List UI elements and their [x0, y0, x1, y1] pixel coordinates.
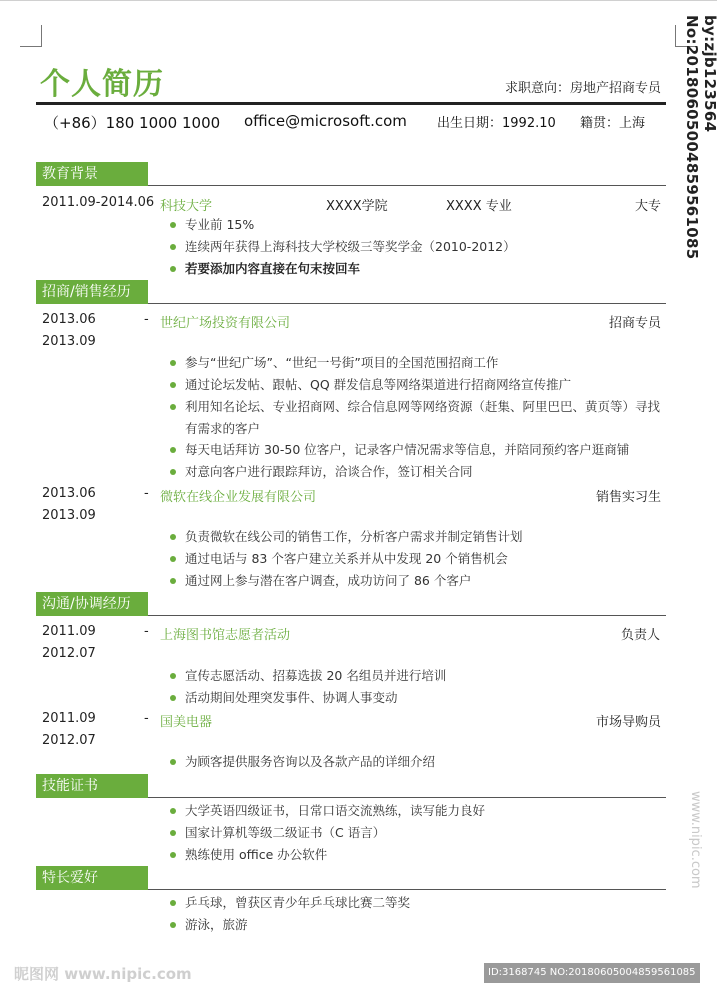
- list-item: 通过网上参与潜在客户调查，成功访问了 86 个客户: [168, 570, 678, 592]
- footer-id-banner: ID:3168745 NO:20180605004859561085: [484, 963, 700, 983]
- section-rule: [148, 303, 666, 304]
- job-row: [42, 711, 664, 731]
- job-start-date: 2011.09: [42, 711, 96, 726]
- native-place: 籍贯：上海: [580, 116, 646, 131]
- job-end-date: 2013.09: [42, 508, 96, 523]
- phone-number: （+86）180 1000 1000: [44, 114, 221, 132]
- school-name: 科技大学: [160, 199, 213, 214]
- job-role: 招商专员: [609, 316, 662, 331]
- list-item: 宣传志愿活动、招募选拔 20 名组员并进行培训: [168, 665, 678, 687]
- list-item-continuation: 有需求的客户: [185, 421, 261, 436]
- list-item: 熟练使用 office 办公软件: [168, 844, 678, 866]
- header-rule: [36, 102, 666, 105]
- section-rule: [148, 797, 666, 798]
- section-title: 技能证书: [36, 774, 148, 798]
- job-start-date: 2013.06: [42, 486, 96, 501]
- hobbies-list: [168, 892, 678, 936]
- section-title: 特长爱好: [36, 866, 148, 890]
- list-item: 若要添加内容直接在句末按回车: [168, 258, 678, 280]
- company-name: 上海图书馆志愿者活动: [160, 628, 291, 643]
- list-item: 国家计算机等级二级证书（C 语言）: [168, 822, 678, 844]
- site-watermark: www.nipic.com: [688, 791, 703, 889]
- section-title: 沟通/协调经历: [36, 592, 148, 616]
- list-item: 游泳，旅游: [168, 914, 678, 936]
- job-duties-list: [168, 751, 678, 773]
- degree: 大专: [635, 199, 662, 214]
- job-end-date: 2012.07: [42, 733, 96, 748]
- job-duties-list: [168, 439, 678, 483]
- list-item: 负责微软在线公司的销售工作，分析客户需求并制定销售计划: [168, 526, 678, 548]
- side-watermark-text: by:zjb123564 No:20180605004859561085: [683, 15, 719, 260]
- page-corner-mark-left: [20, 25, 42, 47]
- job-row: [42, 624, 664, 644]
- list-item: 每天电话拜访 30-50 位客户，记录客户情况需求等信息，并陪同预约客户逛商铺: [168, 439, 678, 461]
- education-date: 2011.09-2014.06: [42, 195, 155, 210]
- birth-date: 出生日期：1992.10: [437, 116, 556, 131]
- company-name: 微软在线企业发展有限公司: [160, 490, 317, 505]
- date-dash: -: [144, 486, 149, 501]
- education-list: [168, 214, 678, 280]
- list-item: 连续两年获得上海科技大学校级三等奖学金（2010-2012）: [168, 236, 678, 258]
- footer-watermark-logo: 昵图网 www.nipic.com: [14, 965, 192, 983]
- job-end-date: 2012.07: [42, 646, 96, 661]
- college-name: XXXX学院: [326, 199, 388, 214]
- list-item: 参与“世纪广场”、“世纪一号街”项目的全国范围招商工作: [168, 352, 678, 374]
- section-rule: [148, 615, 666, 616]
- list-item: 通过电话与 83 个客户建立关系并从中发现 20 个销售机会: [168, 548, 678, 570]
- list-item: 对意向客户进行跟踪拜访，洽谈合作，签订相关合同: [168, 461, 678, 483]
- job-row: [42, 486, 664, 506]
- resume-title: 个人简历: [40, 67, 164, 102]
- list-item: 大学英语四级证书，日常口语交流熟练，读写能力良好: [168, 800, 678, 822]
- section-rule: [148, 889, 666, 890]
- major-name: XXXX 专业: [446, 199, 512, 214]
- skills-list: [168, 800, 678, 866]
- job-intent: 求职意向：房地产招商专员: [504, 81, 661, 96]
- list-item: 专业前 15%: [168, 214, 678, 236]
- job-duties-list: [168, 352, 678, 418]
- job-duties-list: [168, 665, 678, 709]
- job-start-date: 2013.06: [42, 312, 96, 327]
- job-role: 销售实习生: [596, 490, 662, 505]
- list-item: 为顾客提供服务咨询以及各款产品的详细介绍: [168, 751, 678, 773]
- job-row: [42, 312, 664, 332]
- list-item: 利用知名论坛、专业招商网、综合信息网等网络资源（赶集、阿里巴巴、黄页等）寻找: [168, 396, 678, 418]
- education-row: [42, 195, 664, 215]
- date-dash: -: [144, 624, 149, 639]
- date-dash: -: [144, 711, 149, 726]
- list-item: 活动期间处理突发事件、协调人事变动: [168, 687, 678, 709]
- section-rule: [148, 185, 666, 186]
- job-end-date: 2013.09: [42, 334, 96, 349]
- job-role: 市场导购员: [596, 715, 662, 730]
- job-duties-list: [168, 526, 678, 592]
- list-item: 通过论坛发帖、跟帖、QQ 群发信息等网络渠道进行招商网络宣传推广: [168, 374, 678, 396]
- email-address: office@microsoft.com: [244, 112, 407, 130]
- side-watermark: [683, 15, 719, 365]
- section-title: 招商/销售经历: [36, 280, 148, 304]
- job-role: 负责人: [621, 628, 661, 643]
- company-name: 世纪广场投资有限公司: [160, 316, 291, 331]
- job-start-date: 2011.09: [42, 624, 96, 639]
- list-item: 乒乓球，曾获区青少年乒乓球比赛二等奖: [168, 892, 678, 914]
- company-name: 国美电器: [160, 715, 213, 730]
- date-dash: -: [144, 312, 149, 327]
- section-title: 教育背景: [36, 162, 148, 186]
